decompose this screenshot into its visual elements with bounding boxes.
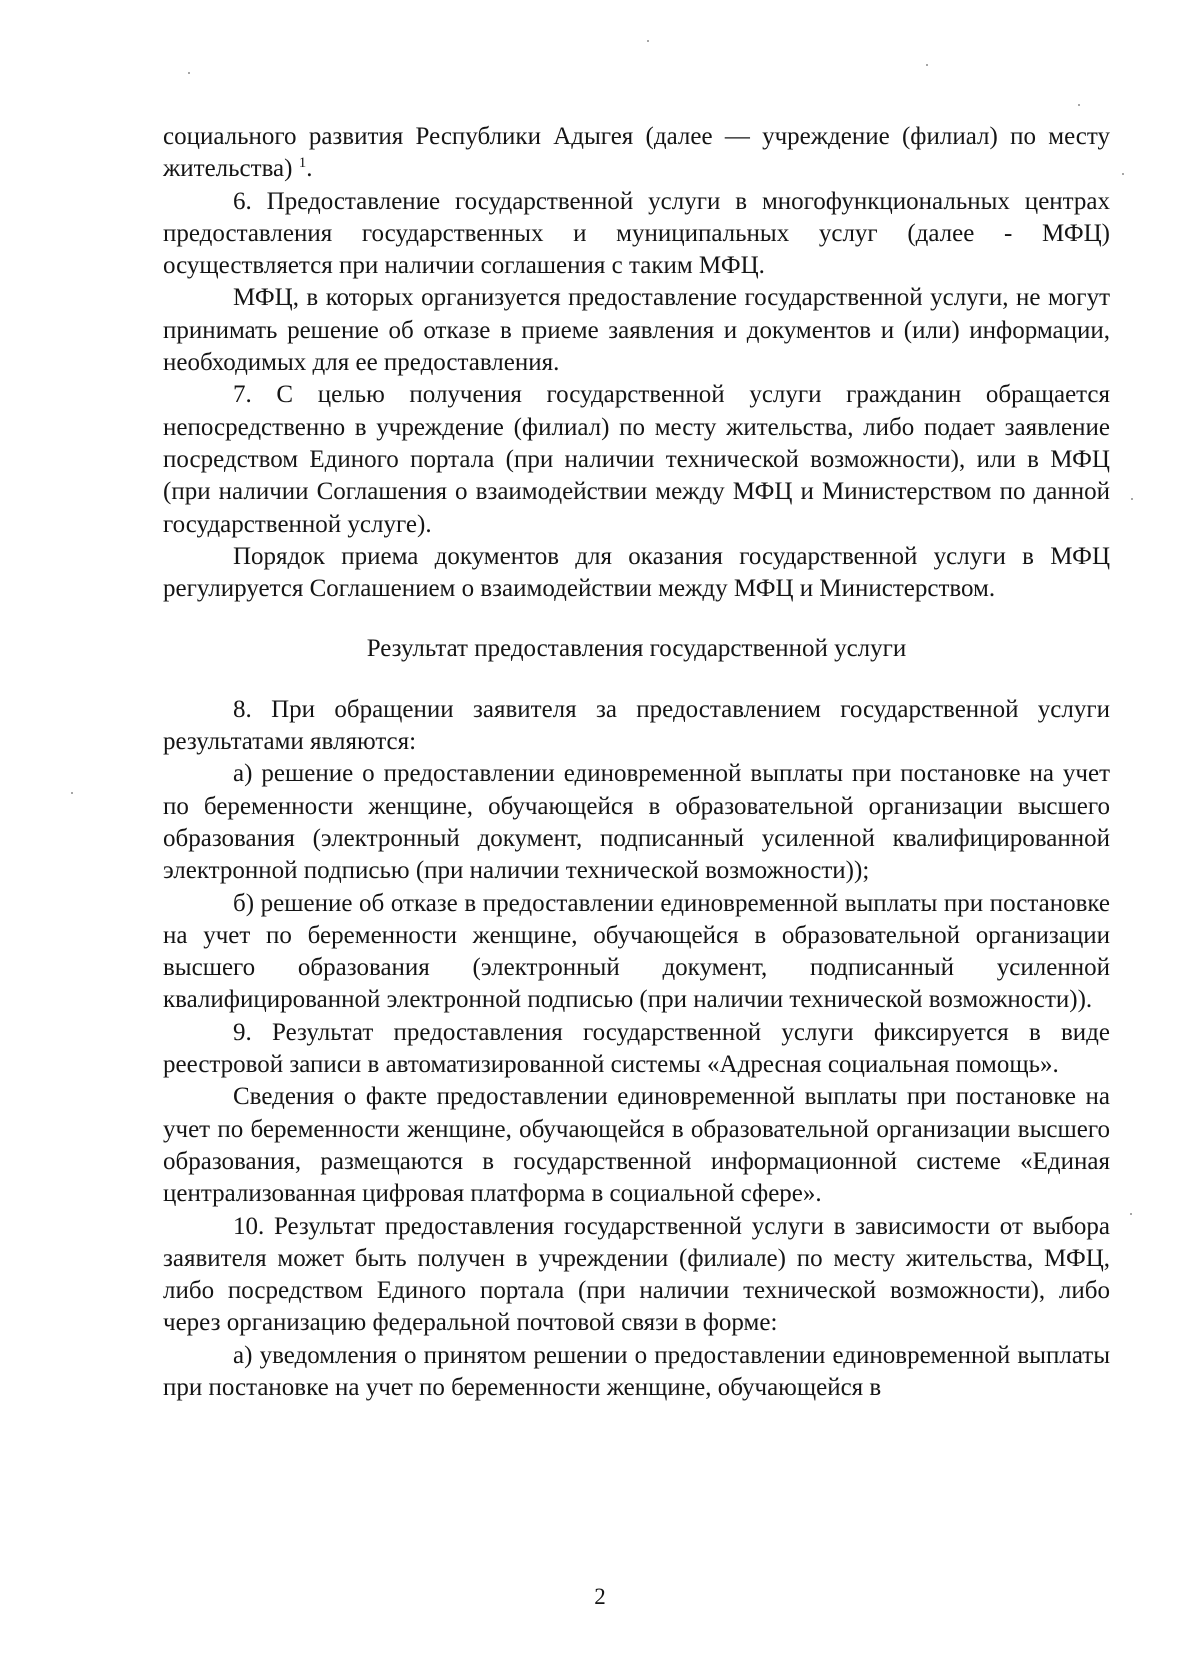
paragraph-info: Сведения о факте предоставлении единовременной выплаты при постановке на учет по беременности женщине, обучающейся в образовательной организации высшего образования, размещаются в государственной информационной системе «Единая централизованная цифровая платформа в социальной сфере». — [163, 1083, 1110, 1208]
paragraph-item-10a: а) уведомления о принятом решении о предоставлении единовременной выплаты при постановке на учет по беременности женщине, обучающейся в — [163, 1341, 1110, 1401]
scan-speck — [1078, 104, 1080, 106]
scan-speck — [647, 40, 649, 42]
paragraph-item-9: 9. Результат предоставления государственной услуги фиксируется в виде реестровой записи в автоматизированной системы «Адресная социальная помощь». — [163, 1018, 1110, 1079]
paragraph-mfc: МФЦ, в которых организуется предоставление государственной услуги, не могут принимать решение об отказе в приеме заявления и документов и (или) информации, необходимых для ее предоставления. — [163, 284, 1110, 377]
paragraph-item-8b: б) решение об отказе в предоставлении единовременной выплаты при постановке на учет по беременности женщине, обучающейся в образовательной организации высшего образования (электронный документ, подписанный усиленной квалифицированной электронной подписью (при наличии технической возможности)). — [163, 889, 1110, 1014]
scan-speck — [71, 792, 73, 794]
paragraph-item-7: 7. С целью получения государственной услуги гражданин обращается непосредственно в учреждение (филиал) по месту жительства, либо подает заявление посредством Единого портала (при наличии технической возможности), или в МФЦ (при наличии Соглашения о взаимодействии между МФЦ и Министерством по данной государственной услуге). — [163, 381, 1110, 538]
paragraph-tail: . — [306, 155, 313, 183]
paragraph-procedure: Порядок приема документов для оказания государственной услуги в МФЦ регулируется Соглашением о взаимодействии между МФЦ и Министерством. — [163, 542, 1110, 603]
paragraph-item-8a: а) решение о предоставлении единовременной выплаты при постановке на учет по беременности женщине, обучающейся в образовательной организации высшего образования (электронный документ, подписанный усиленной квалифицированной электронной подписью (при наличии технической возможности)); — [163, 760, 1110, 885]
footnote-marker[interactable]: 1 — [298, 155, 307, 172]
page-number: 2 — [594, 1584, 606, 1609]
paragraph-item-6: 6. Предоставление государственной услуги в многофункциональных центрах предоставления государственных и муниципальных услуг (далее - МФЦ) осуществляется при наличии соглашения с таким МФЦ. — [163, 187, 1110, 280]
scan-speck — [1130, 1213, 1132, 1215]
scan-speck — [188, 72, 190, 74]
scan-speck — [1131, 498, 1133, 500]
paragraph-item-8: 8. При обращении заявителя за предоставлением государственной услуги результатами являются: — [163, 695, 1110, 756]
document-body — [163, 121, 1110, 1404]
paragraph-text: социального развития Республики Адыгея (далее — учреждение (филиал) по месту жительства) — [163, 123, 1110, 183]
section-heading: Результат предоставления государственной услуги — [366, 635, 907, 663]
paragraph-continuation — [163, 121, 1110, 186]
paragraph-item-10: 10. Результат предоставления государственной услуги в зависимости от выбора заявителя может быть получен в учреждении (филиале) по месту жительства, МФЦ, либо посредством Единого портала (при наличии технической возможности), либо через организацию федеральной почтовой связи в форме: — [163, 1212, 1110, 1337]
scan-speck — [926, 64, 928, 66]
scan-speck — [1122, 173, 1124, 175]
